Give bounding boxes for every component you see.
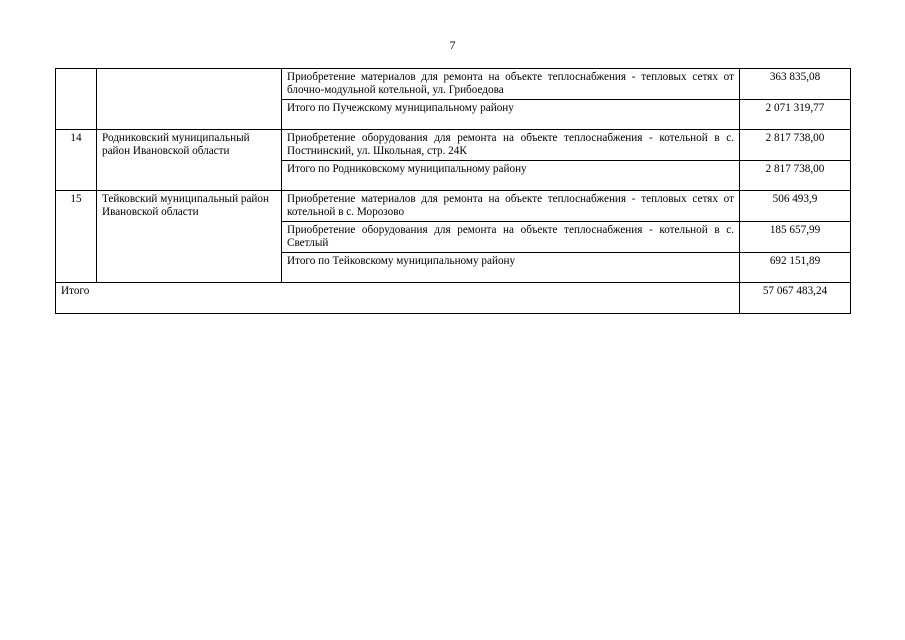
description-cell: Приобретение материалов для ремонта на объекте теплоснабжения - тепловых сетях от блочно-модульной котельной, ул. Грибоедова [282, 69, 740, 100]
amount-cell: 363 835,08 [740, 69, 851, 100]
district-cell [97, 69, 282, 130]
row-number-cell [56, 69, 97, 130]
row-number-cell: 14 [56, 130, 97, 191]
grand-total-row [56, 283, 851, 314]
subtotal-amount-cell: 692 151,89 [740, 253, 851, 283]
grand-total-amount: 57 067 483,24 [740, 283, 851, 314]
description-cell: Приобретение оборудования для ремонта на объекте теплоснабжения - котельной в с. Постнинский, ул. Школьная, стр. 24К [282, 130, 740, 161]
subtotal-amount-cell: 2 817 738,00 [740, 161, 851, 191]
district-cell: Тейковский муниципальный район Ивановской области [97, 191, 282, 283]
district-cell: Родниковский муниципальный район Ивановской области [97, 130, 282, 191]
table-row [56, 191, 851, 222]
page-number: 7 [449, 38, 456, 52]
description-cell: Приобретение материалов для ремонта на объекте теплоснабжения - тепловых сетях от котельной в с. Морозово [282, 191, 740, 222]
subtotal-label-cell: Итого по Тейковскому муниципальному району [282, 253, 740, 283]
table-row [56, 69, 851, 100]
funding-table [55, 68, 851, 314]
subtotal-amount-cell: 2 071 319,77 [740, 100, 851, 130]
row-number-cell: 15 [56, 191, 97, 283]
amount-cell: 185 657,99 [740, 222, 851, 253]
grand-total-label: Итого [56, 283, 740, 314]
description-cell: Приобретение оборудования для ремонта на объекте теплоснабжения - котельной в с. Светлый [282, 222, 740, 253]
table-row [56, 130, 851, 161]
amount-cell: 506 493,9 [740, 191, 851, 222]
subtotal-label-cell: Итого по Родниковскому муниципальному району [282, 161, 740, 191]
subtotal-label-cell: Итого по Пучежскому муниципальному району [282, 100, 740, 130]
amount-cell: 2 817 738,00 [740, 130, 851, 161]
